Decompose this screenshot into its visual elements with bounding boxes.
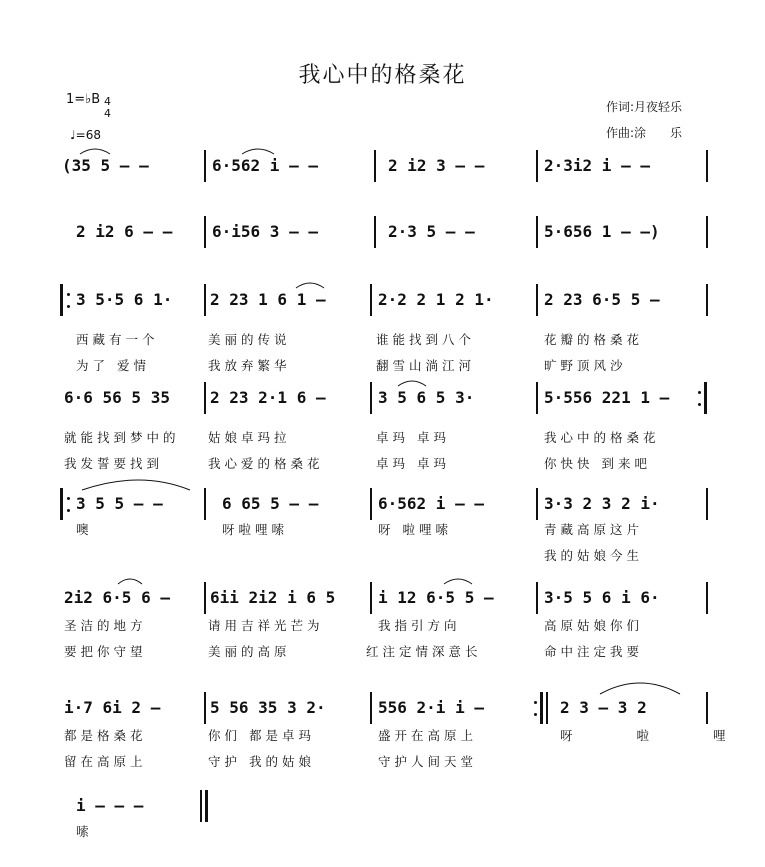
lyric-line-1: 盛开在高原上: [378, 728, 478, 743]
lyric-line-1: 嗦: [76, 824, 93, 839]
tempo-marking: ♩=68: [70, 128, 101, 142]
lyric-line-2: 美丽的高原: [208, 644, 291, 659]
measure: 6·i56 3 — —: [212, 222, 318, 241]
measure: i 12 6·5 5 —: [378, 588, 494, 607]
slur: [444, 579, 472, 584]
measure: 2 23 6·5 5 —: [544, 290, 660, 309]
lyric-line-1: 谁能找到八个: [376, 332, 476, 347]
lyric-line-1: 噢: [76, 522, 93, 537]
lyric-line-1: 你们 都是卓玛: [208, 728, 315, 743]
lyricist-credit: 作词:月夜轻乐: [606, 100, 683, 114]
lyric-line-1: 我指引方向: [378, 618, 461, 633]
measure: 556 2·i i —: [378, 698, 484, 717]
measure: i — — —: [76, 796, 144, 815]
lyric-line-1: 高原姑娘你们: [544, 618, 644, 633]
slur: [398, 381, 426, 386]
lyric-line-1: 卓玛 卓玛: [376, 430, 450, 445]
measure: 6·562 i — —: [212, 156, 318, 175]
measure: 2 23 1 6 1 —: [210, 290, 326, 309]
lyric-line-1: 青藏高原这片: [544, 522, 644, 537]
time-signature-top: 4: [104, 95, 111, 108]
lyric-line-2: 我放弃繁华: [208, 358, 291, 373]
measure: 2·3i2 i — —: [544, 156, 650, 175]
lyric-line-1: 我心中的格桑花: [544, 430, 660, 445]
lyric-line-1: 西藏有一个: [76, 332, 159, 347]
lyric-line-2: 为了 爱情: [76, 358, 150, 373]
slur: [80, 149, 110, 154]
measure: 3 5 6 5 3·: [378, 388, 475, 407]
lyric-line-2: 我心爱的格桑花: [208, 456, 324, 471]
measure: 3·5 5 6 i 6·: [544, 588, 660, 607]
lyric-line-1: 呀 啦哩嗦: [378, 522, 452, 537]
lyric-line-2: 我发誓要找到: [64, 456, 164, 471]
measure: 5·556 221 1 —: [544, 388, 670, 407]
lyric-line-1: 圣洁的地方: [64, 618, 147, 633]
lyric-line-2: 红注定情深意长: [366, 644, 482, 659]
measure: 2i2 6·5 6 —: [64, 588, 170, 607]
lyric-line-2: 守护人间天堂: [378, 754, 478, 769]
slur: [82, 480, 190, 490]
slur: [118, 579, 142, 584]
measure: 2 i2 6 — —: [76, 222, 173, 241]
lyric-line-2: 留在高原上: [64, 754, 147, 769]
time-signature-bottom: 4: [104, 107, 111, 120]
lyric-line-2: 命中注定我要: [544, 644, 644, 659]
measure: 6ii 2i2 i 6 5: [210, 588, 336, 607]
measure: 6 65 5 — —: [222, 494, 319, 513]
lyric-line-2: 你快快 到来吧: [544, 456, 651, 471]
lyric-line-1: 请用吉祥光芒为: [208, 618, 324, 633]
slur: [296, 283, 324, 288]
lyric-line-2: 翻雪山淌江河: [376, 358, 476, 373]
lyric-line-2: 守护 我的姑娘: [208, 754, 315, 769]
lyric-line-2: 旷野顶风沙: [544, 358, 627, 373]
lyric-line-2: 我的姑娘今生: [544, 548, 644, 563]
lyric-line-1: 就能找到梦中的: [64, 430, 180, 445]
measure: 2 i2 3 — —: [388, 156, 485, 175]
composer-credit: 作曲:涂 乐: [606, 126, 683, 140]
measure: i·7 6i 2 —: [64, 698, 161, 717]
slur: [600, 683, 680, 694]
measure: 3 5 5 — —: [76, 494, 163, 513]
measure: 3·3 2 3 2 i·: [544, 494, 660, 513]
lyric-line-1: 姑娘卓玛拉: [208, 430, 291, 445]
measure: 2·3 5 — —: [388, 222, 475, 241]
slur: [242, 149, 274, 154]
measure: 2 23 2·1 6 —: [210, 388, 326, 407]
key-signature: 1=♭B: [66, 92, 101, 107]
lyric-line-1: 美丽的传说: [208, 332, 291, 347]
lyric-line-1: 都是格桑花: [64, 728, 147, 743]
lyric-line-1: 花瓣的格桑花: [544, 332, 644, 347]
measure: 6·562 i — —: [378, 494, 484, 513]
lyric-line-2: 卓玛 卓玛: [376, 456, 450, 471]
measure: 3 5·5 6 1·: [76, 290, 173, 309]
measure: 5·656 1 — —): [544, 222, 660, 241]
lyric-line-2: 要把你守望: [64, 644, 147, 659]
lyric-line-1: 呀啦哩嗦: [222, 522, 289, 537]
measure: 2·2 2 1 2 1·: [378, 290, 494, 309]
lyric-line-1: 呀 啦 哩: [560, 728, 756, 743]
measure: (35 5 — —: [62, 156, 149, 175]
measure: 6·6 56 5 35: [64, 388, 170, 407]
measure: 5 56 35 3 2·: [210, 698, 326, 717]
measure: 2 3 — 3 2: [560, 698, 647, 717]
song-title: 我心中的格桑花: [298, 63, 467, 88]
